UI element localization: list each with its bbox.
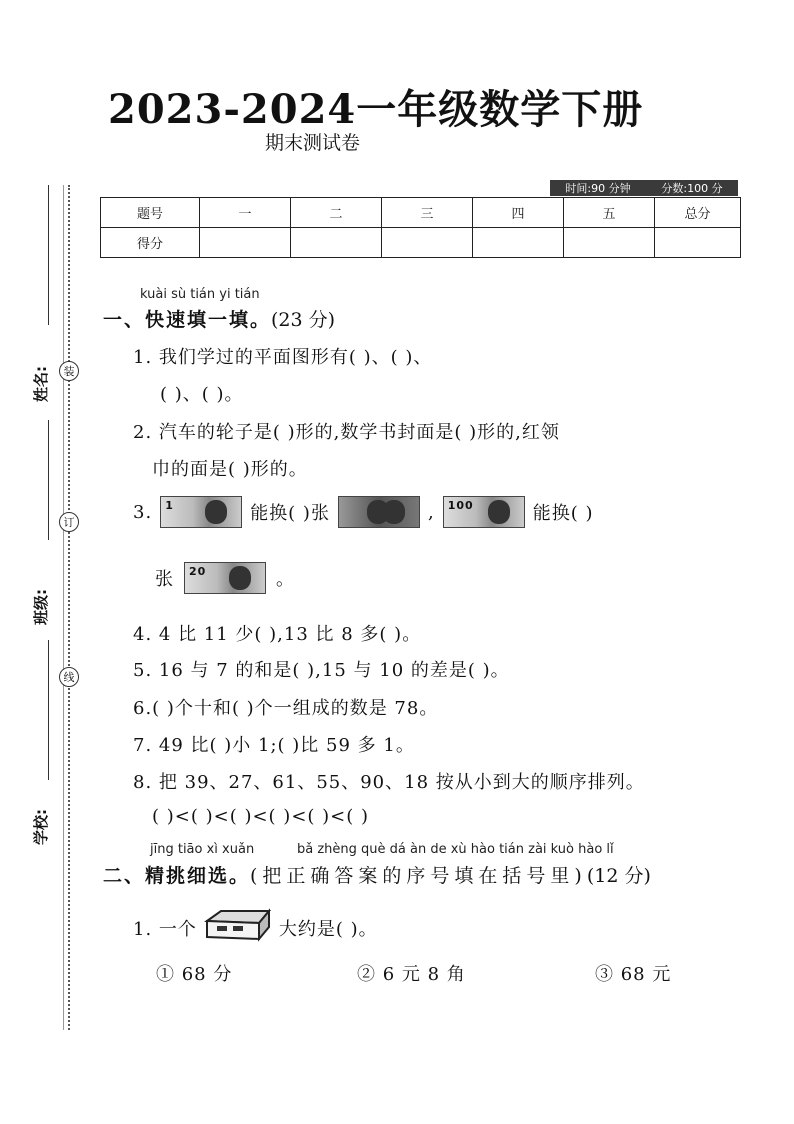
question-8-answer-line: ( )<( )<( )<( )<( )<( ) bbox=[152, 806, 370, 827]
score-cell: 得分 bbox=[101, 228, 200, 258]
score-input-cell[interactable] bbox=[473, 228, 564, 258]
page-title: 2023-2024一年级数学下册 bbox=[108, 86, 644, 133]
score-input-cell[interactable] bbox=[655, 228, 741, 258]
banknote-1-yuan-icon: 1 bbox=[160, 496, 242, 528]
section2-title: 二、精挑细选。 bbox=[103, 865, 251, 887]
pencil-case-icon bbox=[203, 907, 273, 948]
binding-border bbox=[63, 185, 64, 1030]
binding-dotted-line bbox=[68, 185, 70, 1030]
score-table-header-row bbox=[101, 198, 741, 228]
score-input-cell[interactable] bbox=[564, 228, 655, 258]
section1-title: 一、快速填一填。 bbox=[103, 309, 272, 331]
section2-pinyin-b: bǎ zhèng què dá àn de xù hào tián zài kuò hào lǐ bbox=[297, 842, 614, 857]
question-3-text-e: 。 bbox=[276, 569, 295, 590]
name-label: 姓名: bbox=[32, 366, 50, 402]
section2-question-1-text: 1. 一个 bbox=[133, 918, 197, 940]
question-8: 8. 把 39、27、61、55、90、18 按从小到大的顺序排列。 bbox=[133, 772, 645, 793]
binding-mark-ding: 订 bbox=[59, 512, 79, 532]
question-3-text-c: 能换( ) bbox=[532, 503, 594, 524]
score-input-cell[interactable] bbox=[382, 228, 473, 258]
question-7: 7. 49 比( )小 1;( )比 59 多 1。 bbox=[133, 735, 415, 756]
name-line bbox=[48, 185, 49, 325]
question-3-comma: , bbox=[427, 501, 435, 523]
score-input-cell[interactable] bbox=[291, 228, 382, 258]
section2-heading bbox=[103, 861, 651, 888]
school-label: 学校: bbox=[32, 809, 50, 845]
banknote-100-yuan-icon: 100 bbox=[443, 496, 525, 528]
school-line bbox=[48, 640, 49, 780]
section1-pinyin: kuài sù tián yi tián bbox=[140, 287, 260, 302]
binding-mark-xian: 线 bbox=[59, 667, 79, 687]
score-cell: 二 bbox=[291, 198, 382, 228]
banknote-20-yuan-icon: 20 bbox=[184, 562, 266, 594]
section1-heading bbox=[103, 305, 335, 332]
question-3-number: 3. bbox=[133, 501, 153, 523]
score-table bbox=[100, 197, 741, 258]
section2-instruction: (把正确答案的序号填在括号里) bbox=[250, 865, 587, 887]
section2-points: (12 分) bbox=[586, 865, 651, 887]
score-input-cell[interactable] bbox=[200, 228, 291, 258]
option-1: ① 68 分 bbox=[156, 964, 233, 985]
score-cell: 题号 bbox=[101, 198, 200, 228]
score-cell: 四 bbox=[473, 198, 564, 228]
question-2-line2: 巾的面是( )形的。 bbox=[152, 459, 308, 480]
question-3-line1 bbox=[133, 496, 593, 528]
score-cell: 总分 bbox=[655, 198, 741, 228]
binding-mark-zhuang: 装 bbox=[59, 361, 79, 381]
page-subtitle: 期末测试卷 bbox=[265, 132, 361, 154]
question-3-line2 bbox=[155, 562, 295, 594]
score-table-score-row bbox=[101, 228, 741, 258]
question-6: 6.( )个十和( )个一组成的数是 78。 bbox=[133, 698, 439, 719]
class-line bbox=[48, 420, 49, 540]
question-3-text-d: 张 bbox=[155, 569, 174, 590]
section2-question-1 bbox=[133, 907, 378, 948]
option-2: ② 6 元 8 角 bbox=[357, 964, 466, 985]
section2-pinyin-a: jīng tiāo xì xuǎn bbox=[150, 842, 255, 857]
total-score: 分数:100 分 bbox=[661, 182, 723, 195]
score-cell: 五 bbox=[564, 198, 655, 228]
question-2-line1: 2. 汽车的轮子是( )形的,数学书封面是( )形的,红领 bbox=[133, 422, 560, 443]
class-label: 班级: bbox=[32, 589, 50, 625]
question-3-text-a: 能换( )张 bbox=[250, 503, 330, 524]
time-limit: 时间:90 分钟 bbox=[565, 182, 631, 195]
question-1-line2: ( )、( )。 bbox=[160, 384, 244, 405]
time-score-bar bbox=[550, 180, 738, 196]
score-cell: 三 bbox=[382, 198, 473, 228]
section1-points: (23 分) bbox=[271, 309, 336, 331]
banknote-jiao-icon bbox=[338, 496, 420, 528]
section2-question-1-tail: 大约是( )。 bbox=[278, 918, 378, 940]
question-5: 5. 16 与 7 的和是( ),15 与 10 的差是( )。 bbox=[133, 660, 510, 681]
option-3: ③ 68 元 bbox=[595, 964, 672, 985]
question-4: 4. 4 比 11 少( ),13 比 8 多( )。 bbox=[133, 624, 422, 645]
question-1-line1: 1. 我们学过的平面图形有( )、( )、 bbox=[133, 347, 433, 368]
score-cell: 一 bbox=[200, 198, 291, 228]
